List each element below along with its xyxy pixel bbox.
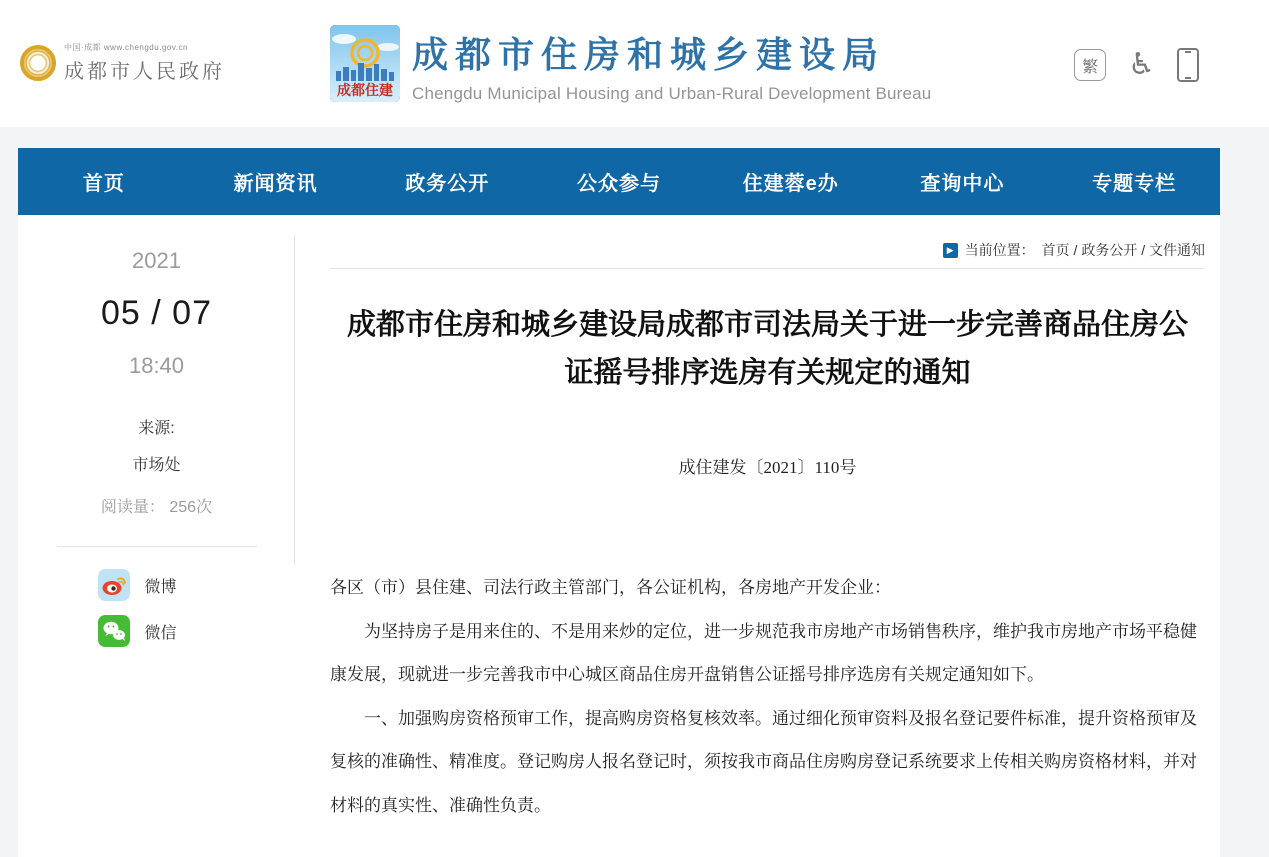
gov-portal-logo[interactable] bbox=[20, 42, 225, 84]
nav-item-news[interactable]: 新闻资讯 bbox=[233, 173, 318, 195]
publish-time: 18:40 bbox=[128, 353, 185, 378]
wechat-icon bbox=[98, 615, 130, 647]
share-weibo-button[interactable] bbox=[98, 569, 216, 601]
breadcrumb-label: 当前位置： bbox=[964, 242, 1035, 258]
site-header bbox=[0, 0, 1269, 127]
gov-logo-name: 成都市人民政府 bbox=[64, 61, 225, 83]
share-wechat-button[interactable] bbox=[98, 615, 216, 647]
nav-item-special[interactable]: 专题专栏 bbox=[1092, 173, 1177, 195]
publish-year: 2021 bbox=[132, 248, 181, 273]
article-meta-sidebar bbox=[18, 215, 295, 857]
breadcrumb-arrow-icon: ▶ bbox=[943, 243, 958, 258]
gov-emblem-icon bbox=[20, 45, 56, 81]
nav-item-home[interactable]: 首页 bbox=[82, 173, 125, 195]
article-body bbox=[330, 566, 1205, 827]
paragraph-salutation: 各区（市）县住建、司法行政主管部门，各公证机构，各房地产开发企业： bbox=[330, 578, 891, 597]
weibo-label: 微博 bbox=[144, 578, 177, 596]
bureau-brand[interactable] bbox=[330, 25, 931, 104]
nav-item-eservice[interactable]: 住建蓉e办 bbox=[742, 173, 839, 195]
breadcrumb bbox=[330, 215, 1205, 260]
publish-date: 05 / 07 bbox=[101, 294, 212, 332]
nav-item-query[interactable]: 查询中心 bbox=[920, 173, 1005, 195]
bureau-subtitle-en: Chengdu Municipal Housing and Urban-Rural Development Bureau bbox=[412, 84, 932, 103]
nav-item-gov-info[interactable]: 政务公开 bbox=[405, 173, 490, 195]
nav-item-public[interactable]: 公众参与 bbox=[576, 173, 661, 195]
article-main bbox=[295, 215, 1220, 857]
gov-logo-small-text: 中国·成都 www.chengdu.gov.cn bbox=[64, 43, 188, 52]
paragraph-item-1: 一、加强购房资格预审工作，提高购房资格复核效率。通过细化预审资料及报名登记要件标准，提升资格预审及复核的准确性、精准度。登记购房人报名登记时，须按我市商品住房购房登记系统要求上传相关购房资格材料，并对材料的真实性、准确性负责。 bbox=[330, 708, 1197, 815]
source-value: 市场处 bbox=[132, 457, 181, 474]
weibo-icon bbox=[98, 569, 130, 601]
view-count: 阅读量： 256次 bbox=[100, 499, 213, 516]
bureau-logo-icon bbox=[330, 25, 400, 102]
breadcrumb-path[interactable]: 首页 / 政务公开 / 文件通知 bbox=[1041, 242, 1205, 258]
breadcrumb-divider bbox=[330, 268, 1205, 269]
accessibility-wheelchair-icon[interactable]: ♿ bbox=[1128, 47, 1155, 82]
page-container bbox=[18, 148, 1220, 857]
sidebar-divider bbox=[57, 546, 257, 547]
wechat-label: 微信 bbox=[144, 624, 177, 642]
traditional-chinese-button[interactable]: 繁 bbox=[1074, 49, 1106, 81]
mobile-version-icon[interactable] bbox=[1177, 48, 1199, 82]
svg-text:成都住建: 成都住建 bbox=[337, 82, 393, 98]
document-number: 成住建发〔2021〕110号 bbox=[678, 458, 857, 477]
source-label: 来源: bbox=[138, 420, 175, 437]
bureau-title: 成都市住房和城乡建设局 bbox=[412, 34, 886, 75]
main-navigation bbox=[18, 148, 1220, 215]
article-title: 成都市住房和城乡建设局成都市司法局关于进一步完善商品住房公证摇号排序选房有关规定的通知 bbox=[346, 309, 1188, 389]
paragraph-intro: 为坚持房子是用来住的、不是用来炒的定位，进一步规范我市房地产市场销售秩序，维护我市房地产市场平稳健康发展，现就进一步完善我市中心城区商品住房开盘销售公证摇号排序选房有关规定通知如下。 bbox=[330, 621, 1197, 684]
